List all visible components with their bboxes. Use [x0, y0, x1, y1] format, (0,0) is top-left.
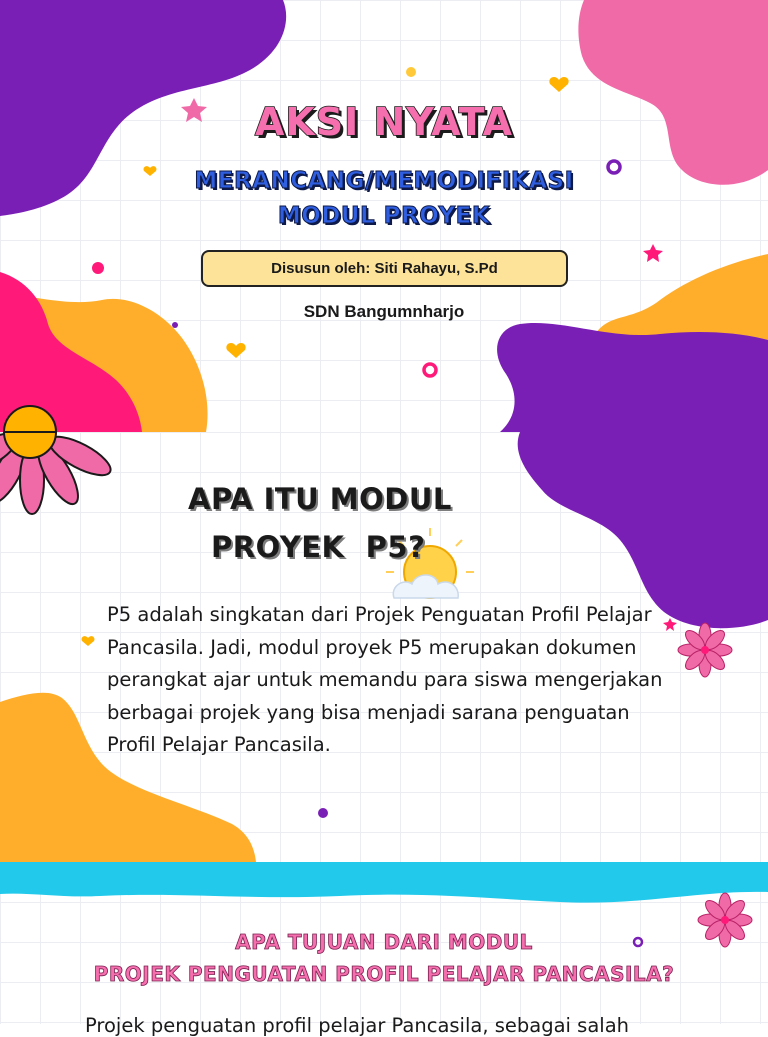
purple-blob-right — [497, 323, 768, 432]
heart-icon — [549, 77, 568, 92]
ring-icon — [424, 364, 436, 376]
purpose-section — [0, 862, 768, 1037]
author-box — [201, 250, 568, 287]
author-label: Disusun oleh: Siti Rahayu, S.Pd — [271, 260, 498, 277]
purpose-heading-line2: PROJEK PENGUATAN PROFIL PELAJAR PANCASILA? — [93, 962, 675, 986]
dot-icon — [406, 67, 416, 77]
what-is-p5-section — [0, 432, 768, 862]
cover-title: AKSI NYATA — [254, 100, 514, 144]
dot-icon — [318, 808, 328, 818]
what-paragraph: P5 adalah singkatan dari Projek Penguatan Profil Pelajar Pancasila. Jadi, modul proyek P5 merupakan dokumen perangkat ajar untuk memandu para siswa mengerjakan berbagai projek yang bisa menjadi sarana penguatan Profil Pelajar Pancasila. — [107, 603, 663, 756]
dot-icon — [172, 322, 178, 328]
flower-icon — [0, 427, 116, 514]
cyan-band — [0, 862, 768, 903]
cover-subtitle-line2: MODUL PROYEK — [277, 203, 491, 229]
purpose-heading-line1: APA TUJUAN DARI MODUL — [235, 930, 533, 954]
cover-subtitle-line1: MERANCANG/MEMODIFIKASI — [194, 168, 574, 194]
cover-section — [0, 0, 768, 432]
flower-icon — [678, 623, 732, 677]
heart-icon — [226, 343, 245, 358]
star-icon — [643, 244, 663, 262]
what-heading-line2 — [211, 530, 425, 564]
heart-icon — [82, 636, 95, 646]
pink-blob-top-right — [578, 0, 768, 185]
purpose-paragraph: Projek penguatan profil pelajar Pancasila, sebagai salah — [85, 1014, 630, 1037]
dot-icon — [92, 262, 104, 274]
what-heading-line1: APA ITU MODUL — [188, 482, 452, 516]
school-name: SDN Bangumnharjo — [303, 302, 465, 321]
what-heading-line2-text: PROYEK P5? — [211, 530, 426, 564]
